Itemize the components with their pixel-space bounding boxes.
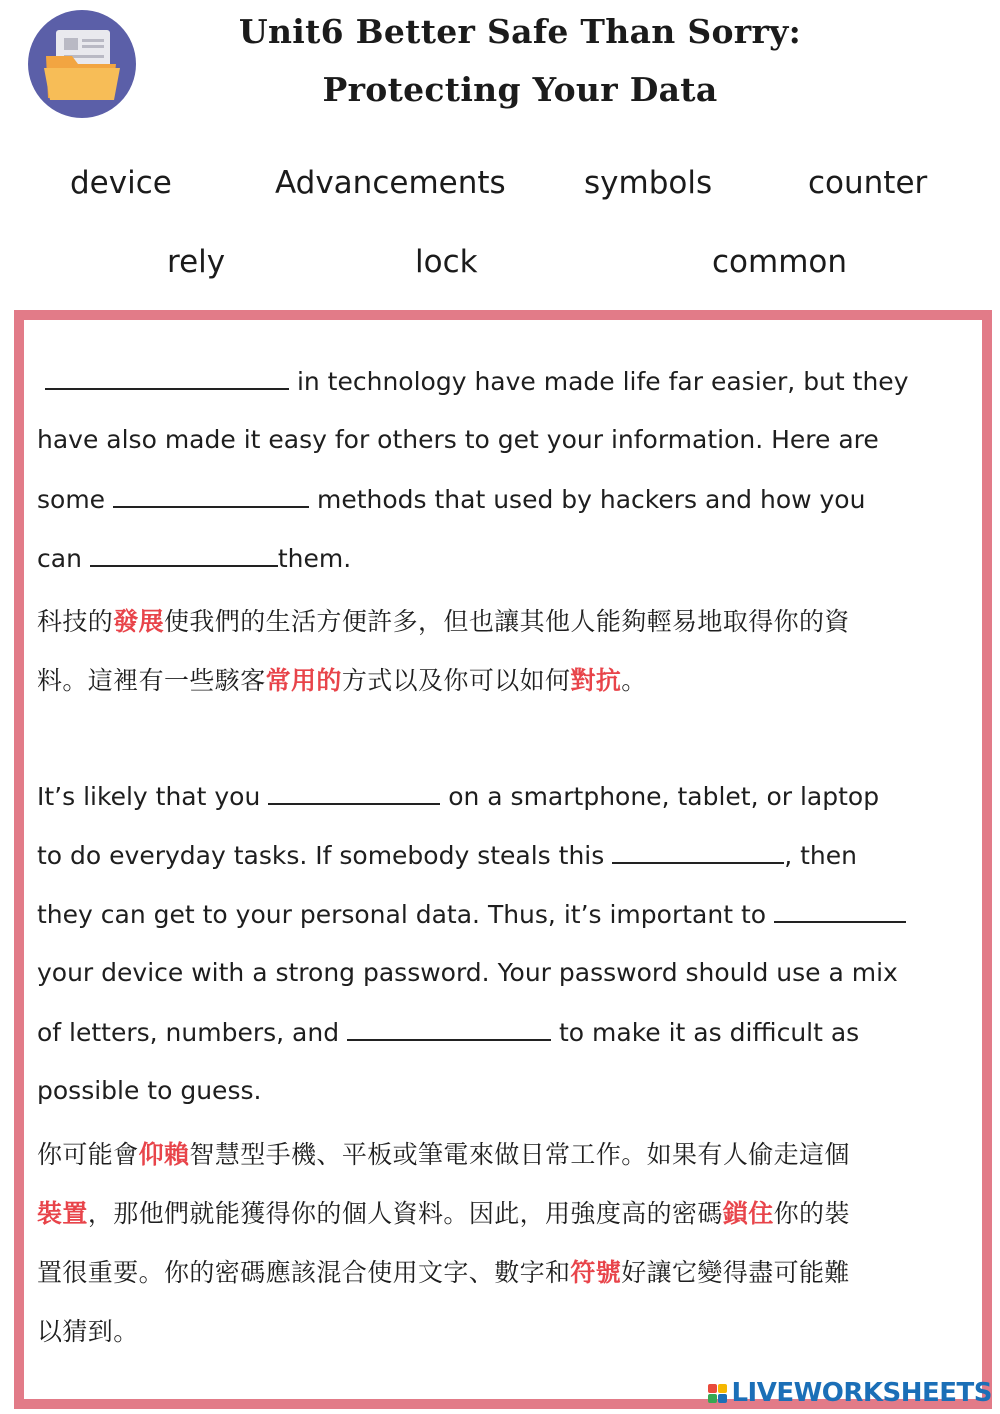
page-title-line1: Unit6 Better Safe Than Sorry: (238, 12, 802, 51)
text-segment: methods that used by hackers and how you (309, 485, 866, 514)
text-segment: 料。這裡有一些駭客 (37, 666, 266, 695)
text-segment: to make it as difficult as (551, 1018, 860, 1047)
chinese-line (37, 1253, 850, 1289)
highlight-word: 裝置 (37, 1199, 88, 1228)
word-bank-item[interactable]: rely (167, 244, 226, 280)
text-segment: of letters, numbers, and (37, 1018, 348, 1047)
highlight-word: 符號 (570, 1258, 622, 1287)
folder-document-icon (28, 10, 136, 118)
blank-2[interactable] (113, 484, 309, 508)
chinese-line: 以猜到。 (37, 1317, 139, 1346)
chinese-line (37, 661, 647, 697)
text-segment: they can get to your personal data. Thus, it’s important to (37, 900, 774, 929)
liveworksheets-watermark (708, 1378, 992, 1408)
text-segment: 置很重要。你的密碼應該混合使用文字、數字和 (37, 1258, 571, 1287)
word-bank-item[interactable]: lock (415, 244, 478, 280)
text-line: possible to guess. (37, 1076, 262, 1105)
highlight-word: 鎖住 (722, 1199, 774, 1228)
highlight-word: 對抗 (570, 666, 622, 695)
blank-5[interactable] (612, 840, 784, 864)
text-segment: 好讓它變得盡可能難 (621, 1258, 850, 1287)
blank-1[interactable] (45, 366, 289, 390)
watermark-text: LIVEWORKSHEETS (731, 1378, 992, 1408)
text-segment: 方式以及你可以如何 (341, 666, 571, 695)
blank-7[interactable] (347, 1017, 551, 1041)
word-bank-item[interactable]: Advancements (275, 165, 506, 201)
text-segment: some (37, 485, 114, 514)
text-segment: to do everyday tasks. If somebody steals this (37, 841, 613, 870)
liveworksheets-logo-icon (708, 1384, 727, 1403)
page-title-line2: Protecting Your Data (322, 70, 718, 109)
word-bank-item[interactable]: counter (808, 165, 928, 201)
blank-4[interactable] (268, 781, 440, 805)
word-bank-item[interactable]: symbols (584, 165, 713, 201)
blank-6[interactable] (774, 899, 906, 923)
word-bank-item[interactable]: common (712, 244, 848, 280)
text-segment: It’s likely that you (37, 782, 269, 811)
text-segment: 。 (621, 666, 647, 695)
chinese-line (37, 602, 850, 638)
chinese-line (37, 1135, 850, 1171)
word-bank-item[interactable]: device (70, 165, 172, 201)
highlight-word: 發展 (113, 607, 165, 636)
text-segment: ，那他們就能獲得你的個人資料。因此，用強度高的密碼 (87, 1199, 723, 1228)
text-segment: them. (277, 544, 352, 573)
text-line: your device with a strong password. Your password should use a mix (37, 958, 898, 987)
text-segment: can (37, 544, 90, 573)
text-line: have also made it easy for others to get your information. Here are (37, 425, 879, 454)
text-segment: 科技的 (37, 607, 114, 636)
text-segment: in technology have made life far easier, but they (289, 367, 909, 396)
highlight-word: 常用的 (265, 666, 342, 695)
text-segment: 你的裝 (773, 1199, 850, 1228)
text-segment: 使我們的生活方便許多，但也讓其他人能夠輕易地取得你的資 (164, 607, 850, 636)
blank-3[interactable] (90, 543, 278, 567)
text-segment: on a smartphone, tablet, or laptop (440, 782, 880, 811)
text-segment: , then (784, 841, 858, 870)
highlight-word: 仰賴 (138, 1140, 190, 1169)
text-segment: 智慧型手機、平板或筆電來做日常工作。如果有人偷走這個 (189, 1140, 850, 1169)
chinese-line (37, 1194, 850, 1230)
text-segment: 你可能會 (37, 1140, 139, 1169)
